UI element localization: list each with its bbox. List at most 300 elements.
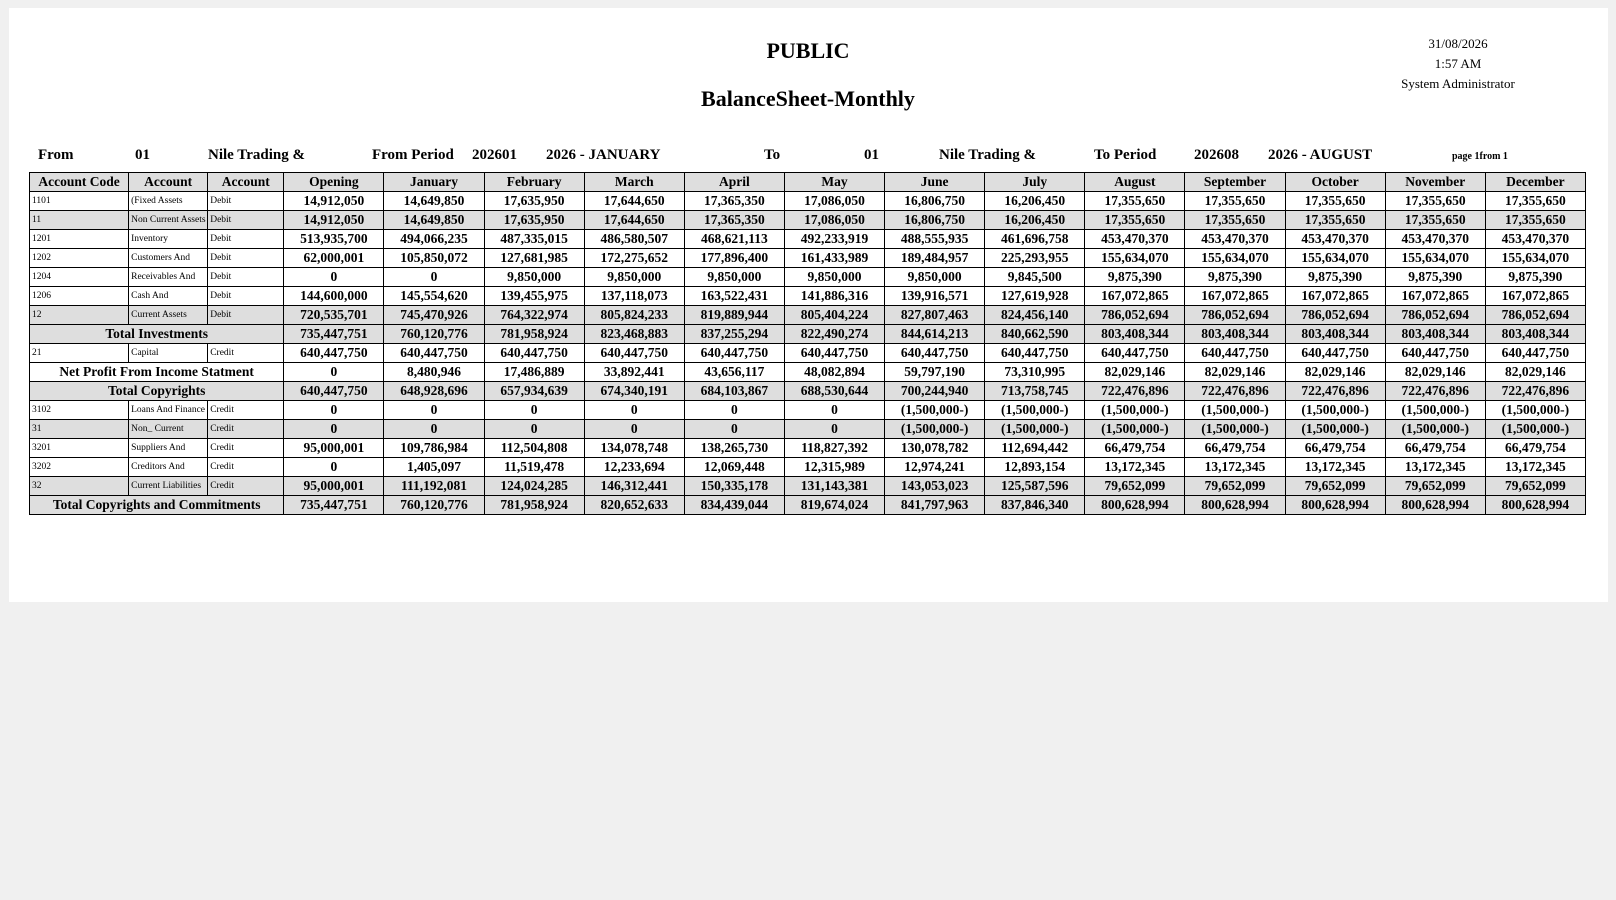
amount-cell: 138,265,730 xyxy=(684,439,784,458)
account-type-cell: Credit xyxy=(208,344,284,363)
amount-cell: 841,797,963 xyxy=(885,496,985,515)
amount-cell: 73,310,995 xyxy=(985,363,1085,382)
amount-cell: 12,893,154 xyxy=(985,458,1085,477)
amount-cell: 82,029,146 xyxy=(1385,363,1485,382)
account-name-cell: Cash And xyxy=(129,287,208,306)
amount-cell: 640,447,750 xyxy=(885,344,985,363)
amount-cell: 0 xyxy=(484,420,584,439)
amount-cell: 17,635,950 xyxy=(484,192,584,211)
amount-cell: (1,500,000-) xyxy=(1485,420,1585,439)
amount-cell: 0 xyxy=(384,268,484,287)
account-name-cell: Inventory xyxy=(129,230,208,249)
amount-cell: 130,078,782 xyxy=(885,439,985,458)
column-header: November xyxy=(1385,173,1485,192)
total-row xyxy=(30,382,1586,401)
account-type-cell: Credit xyxy=(208,477,284,496)
amount-cell: 131,143,381 xyxy=(784,477,884,496)
amount-cell: 827,807,463 xyxy=(885,306,985,325)
amount-cell: 9,850,000 xyxy=(684,268,784,287)
amount-cell: 17,644,650 xyxy=(584,211,684,230)
amount-cell: 0 xyxy=(384,401,484,420)
account-name-cell: Current Liabilities xyxy=(129,477,208,496)
amount-cell: (1,500,000-) xyxy=(1185,401,1285,420)
account-code-cell: 21 xyxy=(30,344,129,363)
amount-cell: 13,172,345 xyxy=(1485,458,1585,477)
report-org-title: PUBLIC xyxy=(766,38,850,63)
amount-cell: 17,486,889 xyxy=(484,363,584,382)
table-row xyxy=(30,439,1586,458)
column-header: January xyxy=(384,173,484,192)
page-info: page 1from 1 xyxy=(1452,151,1508,162)
account-type-cell: Debit xyxy=(208,268,284,287)
account-name-cell: Creditors And xyxy=(129,458,208,477)
account-type-cell: Debit xyxy=(208,287,284,306)
amount-cell: 105,850,072 xyxy=(384,249,484,268)
amount-cell: 163,522,431 xyxy=(684,287,784,306)
amount-cell: (1,500,000-) xyxy=(1085,420,1185,439)
amount-cell: 82,029,146 xyxy=(1185,363,1285,382)
amount-cell: 145,554,620 xyxy=(384,287,484,306)
account-code-cell: 1101 xyxy=(30,192,129,211)
amount-cell: 786,052,694 xyxy=(1185,306,1285,325)
account-code-cell: 11 xyxy=(30,211,129,230)
to-company: Nile Trading & xyxy=(939,147,1036,163)
amount-cell: 17,365,350 xyxy=(684,192,784,211)
amount-cell: 640,447,750 xyxy=(1485,344,1585,363)
amount-cell: 640,447,750 xyxy=(584,344,684,363)
to-period-label: To Period xyxy=(1094,147,1157,163)
amount-cell: 161,433,989 xyxy=(784,249,884,268)
column-header: October xyxy=(1285,173,1385,192)
amount-cell: 640,447,750 xyxy=(1385,344,1485,363)
account-name-cell: (Fixed Assets xyxy=(129,192,208,211)
amount-cell: 9,850,000 xyxy=(584,268,684,287)
from-label: From xyxy=(38,147,74,163)
amount-cell: 700,244,940 xyxy=(885,382,985,401)
amount-cell: 17,355,650 xyxy=(1085,211,1185,230)
amount-cell: 819,674,024 xyxy=(784,496,884,515)
amount-cell: 0 xyxy=(284,401,384,420)
amount-cell: 640,447,750 xyxy=(484,344,584,363)
amount-cell: 66,479,754 xyxy=(1385,439,1485,458)
amount-cell: 803,408,344 xyxy=(1485,325,1585,344)
amount-cell: 486,580,507 xyxy=(584,230,684,249)
amount-cell: 722,476,896 xyxy=(1485,382,1585,401)
amount-cell: 0 xyxy=(284,268,384,287)
amount-cell: 803,408,344 xyxy=(1085,325,1185,344)
amount-cell: 14,912,050 xyxy=(284,192,384,211)
column-header: February xyxy=(484,173,584,192)
table-row xyxy=(30,211,1586,230)
table-row xyxy=(30,458,1586,477)
account-type-cell: Credit xyxy=(208,420,284,439)
amount-cell: 17,086,050 xyxy=(784,211,884,230)
amount-cell: 95,000,001 xyxy=(284,477,384,496)
amount-cell: 17,355,650 xyxy=(1385,192,1485,211)
table-row xyxy=(30,249,1586,268)
amount-cell: 657,934,639 xyxy=(484,382,584,401)
amount-cell: 33,892,441 xyxy=(584,363,684,382)
column-header: March xyxy=(584,173,684,192)
amount-cell: 9,875,390 xyxy=(1185,268,1285,287)
total-label: Total Investments xyxy=(30,325,284,344)
total-row xyxy=(30,363,1586,382)
from-code: 01 xyxy=(135,147,150,163)
amount-cell: 79,652,099 xyxy=(1485,477,1585,496)
amount-cell: 800,628,994 xyxy=(1085,496,1185,515)
amount-cell: (1,500,000-) xyxy=(1185,420,1285,439)
amount-cell: 62,000,001 xyxy=(284,249,384,268)
amount-cell: 13,172,345 xyxy=(1185,458,1285,477)
column-header: April xyxy=(684,173,784,192)
table-row xyxy=(30,306,1586,325)
amount-cell: 9,875,390 xyxy=(1285,268,1385,287)
amount-cell: (1,500,000-) xyxy=(1085,401,1185,420)
amount-cell: 11,519,478 xyxy=(484,458,584,477)
amount-cell: 453,470,370 xyxy=(1085,230,1185,249)
amount-cell: 82,029,146 xyxy=(1085,363,1185,382)
account-code-cell: 32 xyxy=(30,477,129,496)
amount-cell: 146,312,441 xyxy=(584,477,684,496)
total-label: Net Profit From Income Statment xyxy=(30,363,284,382)
table-header-row xyxy=(30,173,1586,192)
amount-cell: 453,470,370 xyxy=(1385,230,1485,249)
amount-cell: 805,404,224 xyxy=(784,306,884,325)
account-type-cell: Credit xyxy=(208,458,284,477)
account-name-cell: Receivables And xyxy=(129,268,208,287)
amount-cell: 48,082,894 xyxy=(784,363,884,382)
account-name-cell: Loans And Finance xyxy=(129,401,208,420)
account-name-cell: Suppliers And xyxy=(129,439,208,458)
amount-cell: 17,355,650 xyxy=(1385,211,1485,230)
account-code-cell: 1202 xyxy=(30,249,129,268)
column-header: Account xyxy=(208,173,284,192)
table-row xyxy=(30,477,1586,496)
amount-cell: 127,681,985 xyxy=(484,249,584,268)
amount-cell: 112,504,808 xyxy=(484,439,584,458)
amount-cell: 722,476,896 xyxy=(1285,382,1385,401)
table-row xyxy=(30,401,1586,420)
amount-cell: 17,086,050 xyxy=(784,192,884,211)
amount-cell: 155,634,070 xyxy=(1285,249,1385,268)
amount-cell: 111,192,081 xyxy=(384,477,484,496)
amount-cell: 17,355,650 xyxy=(1285,192,1385,211)
amount-cell: 0 xyxy=(284,363,384,382)
amount-cell: 0 xyxy=(584,420,684,439)
amount-cell: 640,447,750 xyxy=(1285,344,1385,363)
amount-cell: 461,696,758 xyxy=(985,230,1085,249)
amount-cell: 803,408,344 xyxy=(1185,325,1285,344)
to-label: To xyxy=(764,147,781,163)
amount-cell: 803,408,344 xyxy=(1385,325,1485,344)
account-code-cell: 3201 xyxy=(30,439,129,458)
table-row xyxy=(30,420,1586,439)
amount-cell: 13,172,345 xyxy=(1085,458,1185,477)
account-type-cell: Debit xyxy=(208,249,284,268)
amount-cell: 713,758,745 xyxy=(985,382,1085,401)
account-name-cell: Non Current Assets xyxy=(129,211,208,230)
amount-cell: 139,455,975 xyxy=(484,287,584,306)
account-name-cell: Current Assets xyxy=(129,306,208,325)
amount-cell: 513,935,700 xyxy=(284,230,384,249)
amount-cell: 834,439,044 xyxy=(684,496,784,515)
amount-cell: 640,447,750 xyxy=(284,344,384,363)
amount-cell: 43,656,117 xyxy=(684,363,784,382)
amount-cell: 17,355,650 xyxy=(1485,192,1585,211)
amount-cell: (1,500,000-) xyxy=(885,420,985,439)
amount-cell: 137,118,073 xyxy=(584,287,684,306)
table-row xyxy=(30,344,1586,363)
amount-cell: 13,172,345 xyxy=(1385,458,1485,477)
column-header: Account Code xyxy=(30,173,129,192)
amount-cell: 13,172,345 xyxy=(1285,458,1385,477)
amount-cell: 688,530,644 xyxy=(784,382,884,401)
amount-cell: 12,069,448 xyxy=(684,458,784,477)
amount-cell: 640,447,750 xyxy=(1085,344,1185,363)
amount-cell: 59,797,190 xyxy=(885,363,985,382)
amount-cell: 722,476,896 xyxy=(1385,382,1485,401)
amount-cell: 66,479,754 xyxy=(1485,439,1585,458)
column-header: Account xyxy=(129,173,208,192)
amount-cell: 109,786,984 xyxy=(384,439,484,458)
amount-cell: 786,052,694 xyxy=(1385,306,1485,325)
amount-cell: 9,850,000 xyxy=(484,268,584,287)
amount-cell: 66,479,754 xyxy=(1185,439,1285,458)
amount-cell: 640,447,750 xyxy=(985,344,1085,363)
column-header: September xyxy=(1185,173,1285,192)
account-type-cell: Credit xyxy=(208,401,284,420)
amount-cell: (1,500,000-) xyxy=(1485,401,1585,420)
amount-cell: 684,103,867 xyxy=(684,382,784,401)
amount-cell: 0 xyxy=(684,401,784,420)
total-label: Total Copyrights and Commitments xyxy=(30,496,284,515)
amount-cell: 79,652,099 xyxy=(1285,477,1385,496)
amount-cell: 800,628,994 xyxy=(1285,496,1385,515)
amount-cell: 0 xyxy=(784,401,884,420)
amount-cell: (1,500,000-) xyxy=(1285,401,1385,420)
column-header: August xyxy=(1085,173,1185,192)
amount-cell: 764,322,974 xyxy=(484,306,584,325)
amount-cell: 786,052,694 xyxy=(1485,306,1585,325)
account-code-cell: 12 xyxy=(30,306,129,325)
amount-cell: 155,634,070 xyxy=(1085,249,1185,268)
amount-cell: 177,896,400 xyxy=(684,249,784,268)
amount-cell: 112,694,442 xyxy=(985,439,1085,458)
amount-cell: 760,120,776 xyxy=(384,496,484,515)
total-row xyxy=(30,325,1586,344)
amount-cell: 640,447,750 xyxy=(684,344,784,363)
amount-cell: 155,634,070 xyxy=(1185,249,1285,268)
column-header: July xyxy=(985,173,1085,192)
amount-cell: 9,850,000 xyxy=(885,268,985,287)
amount-cell: 12,974,241 xyxy=(885,458,985,477)
amount-cell: 17,355,650 xyxy=(1485,211,1585,230)
amount-cell: 781,958,924 xyxy=(484,496,584,515)
amount-cell: 82,029,146 xyxy=(1285,363,1385,382)
amount-cell: 127,619,928 xyxy=(985,287,1085,306)
amount-cell: 844,614,213 xyxy=(885,325,985,344)
amount-cell: 453,470,370 xyxy=(1285,230,1385,249)
amount-cell: 648,928,696 xyxy=(384,382,484,401)
amount-cell: 781,958,924 xyxy=(484,325,584,344)
amount-cell: 640,447,750 xyxy=(384,344,484,363)
amount-cell: 9,875,390 xyxy=(1085,268,1185,287)
column-header: December xyxy=(1485,173,1585,192)
amount-cell: 453,470,370 xyxy=(1485,230,1585,249)
amount-cell: 0 xyxy=(484,401,584,420)
amount-cell: 16,806,750 xyxy=(885,211,985,230)
amount-cell: 786,052,694 xyxy=(1085,306,1185,325)
amount-cell: 0 xyxy=(284,458,384,477)
column-header: Opening xyxy=(284,173,384,192)
report-date: 31/08/2026 xyxy=(1428,36,1488,51)
amount-cell: 141,886,316 xyxy=(784,287,884,306)
account-code-cell: 3202 xyxy=(30,458,129,477)
amount-cell: 820,652,633 xyxy=(584,496,684,515)
criteria-row xyxy=(0,145,1616,165)
account-type-cell: Debit xyxy=(208,211,284,230)
report-time: 1:57 AM xyxy=(1434,56,1482,71)
amount-cell: 79,652,099 xyxy=(1385,477,1485,496)
amount-cell: 14,649,850 xyxy=(384,192,484,211)
amount-cell: 803,408,344 xyxy=(1285,325,1385,344)
account-code-cell: 1206 xyxy=(30,287,129,306)
account-code-cell: 1201 xyxy=(30,230,129,249)
amount-cell: (1,500,000-) xyxy=(885,401,985,420)
amount-cell: 0 xyxy=(384,420,484,439)
amount-cell: 837,255,294 xyxy=(684,325,784,344)
amount-cell: 800,628,994 xyxy=(1185,496,1285,515)
amount-cell: 79,652,099 xyxy=(1085,477,1185,496)
amount-cell: 8,480,946 xyxy=(384,363,484,382)
amount-cell: 144,600,000 xyxy=(284,287,384,306)
amount-cell: 17,355,650 xyxy=(1185,211,1285,230)
amount-cell: 0 xyxy=(284,420,384,439)
amount-cell: 9,845,500 xyxy=(985,268,1085,287)
amount-cell: 16,206,450 xyxy=(985,211,1085,230)
amount-cell: 722,476,896 xyxy=(1085,382,1185,401)
table-row xyxy=(30,287,1586,306)
account-type-cell: Debit xyxy=(208,230,284,249)
amount-cell: (1,500,000-) xyxy=(985,420,1085,439)
amount-cell: 17,355,650 xyxy=(1285,211,1385,230)
account-name-cell: Capital xyxy=(129,344,208,363)
amount-cell: 155,634,070 xyxy=(1485,249,1585,268)
to-period-name: 2026 - AUGUST xyxy=(1268,147,1373,163)
amount-cell: 118,827,392 xyxy=(784,439,884,458)
amount-cell: 17,365,350 xyxy=(684,211,784,230)
amount-cell: 95,000,001 xyxy=(284,439,384,458)
amount-cell: 17,644,650 xyxy=(584,192,684,211)
to-code: 01 xyxy=(864,147,879,163)
report-meta xyxy=(1348,34,1568,94)
total-row xyxy=(30,496,1586,515)
amount-cell: 16,206,450 xyxy=(985,192,1085,211)
amount-cell: 800,628,994 xyxy=(1385,496,1485,515)
amount-cell: 172,275,652 xyxy=(584,249,684,268)
amount-cell: 125,587,596 xyxy=(985,477,1085,496)
amount-cell: 0 xyxy=(584,401,684,420)
report-title: BalanceSheet-Monthly xyxy=(701,86,915,111)
account-type-cell: Debit xyxy=(208,306,284,325)
table-body xyxy=(30,192,1586,515)
account-code-cell: 3102 xyxy=(30,401,129,420)
amount-cell: 9,875,390 xyxy=(1485,268,1585,287)
table-row xyxy=(30,268,1586,287)
account-type-cell: Debit xyxy=(208,192,284,211)
amount-cell: 468,621,113 xyxy=(684,230,784,249)
amount-cell: 823,468,883 xyxy=(584,325,684,344)
amount-cell: 14,649,850 xyxy=(384,211,484,230)
amount-cell: 167,072,865 xyxy=(1285,287,1385,306)
amount-cell: 824,456,140 xyxy=(985,306,1085,325)
amount-cell: 819,889,944 xyxy=(684,306,784,325)
table-row xyxy=(30,192,1586,211)
report-user: System Administrator xyxy=(1401,76,1515,91)
amount-cell: 150,335,178 xyxy=(684,477,784,496)
amount-cell: 840,662,590 xyxy=(985,325,1085,344)
amount-cell: 745,470,926 xyxy=(384,306,484,325)
amount-cell: 9,875,390 xyxy=(1385,268,1485,287)
amount-cell: 0 xyxy=(784,420,884,439)
amount-cell: 167,072,865 xyxy=(1385,287,1485,306)
amount-cell: 167,072,865 xyxy=(1485,287,1585,306)
amount-cell: 488,555,935 xyxy=(885,230,985,249)
amount-cell: (1,500,000-) xyxy=(1385,420,1485,439)
amount-cell: 494,066,235 xyxy=(384,230,484,249)
table-row xyxy=(30,230,1586,249)
amount-cell: 640,447,750 xyxy=(284,382,384,401)
amount-cell: 155,634,070 xyxy=(1385,249,1485,268)
amount-cell: 79,652,099 xyxy=(1185,477,1285,496)
column-header: May xyxy=(784,173,884,192)
amount-cell: 12,233,694 xyxy=(584,458,684,477)
amount-cell: 640,447,750 xyxy=(784,344,884,363)
from-period-code: 202601 xyxy=(472,147,517,163)
account-name-cell: Non_ Current xyxy=(129,420,208,439)
amount-cell: (1,500,000-) xyxy=(1385,401,1485,420)
amount-cell: 134,078,748 xyxy=(584,439,684,458)
amount-cell: 225,293,955 xyxy=(985,249,1085,268)
amount-cell: 1,405,097 xyxy=(384,458,484,477)
amount-cell: 800,628,994 xyxy=(1485,496,1585,515)
amount-cell: 674,340,191 xyxy=(584,382,684,401)
balance-sheet-table xyxy=(29,172,1586,515)
amount-cell: 487,335,015 xyxy=(484,230,584,249)
total-label: Total Copyrights xyxy=(30,382,284,401)
amount-cell: 0 xyxy=(684,420,784,439)
account-name-cell: Customers And xyxy=(129,249,208,268)
amount-cell: 735,447,751 xyxy=(284,325,384,344)
amount-cell: 640,447,750 xyxy=(1185,344,1285,363)
amount-cell: 722,476,896 xyxy=(1185,382,1285,401)
amount-cell: 805,824,233 xyxy=(584,306,684,325)
amount-cell: 12,315,989 xyxy=(784,458,884,477)
amount-cell: 720,535,701 xyxy=(284,306,384,325)
amount-cell: 82,029,146 xyxy=(1485,363,1585,382)
amount-cell: 66,479,754 xyxy=(1085,439,1185,458)
amount-cell: 189,484,957 xyxy=(885,249,985,268)
account-type-cell: Credit xyxy=(208,439,284,458)
amount-cell: 822,490,274 xyxy=(784,325,884,344)
column-header: June xyxy=(885,173,985,192)
amount-cell: (1,500,000-) xyxy=(985,401,1085,420)
amount-cell: 837,846,340 xyxy=(985,496,1085,515)
amount-cell: 17,635,950 xyxy=(484,211,584,230)
amount-cell: 167,072,865 xyxy=(1085,287,1185,306)
amount-cell: 143,053,023 xyxy=(885,477,985,496)
amount-cell: (1,500,000-) xyxy=(1285,420,1385,439)
